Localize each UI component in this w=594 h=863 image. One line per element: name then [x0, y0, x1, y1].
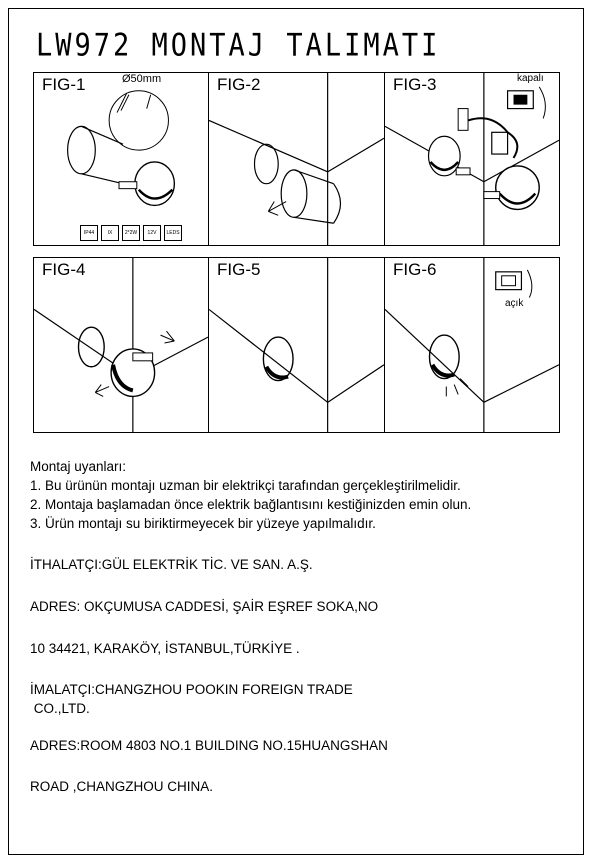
- switch-on-label: açık: [505, 298, 524, 309]
- switch-off-label: kapalı: [517, 73, 544, 84]
- spec-icons-row: [80, 225, 182, 241]
- figure-6-label: FIG-6: [393, 260, 437, 279]
- warnings-heading: Montaj uyanları:: [30, 459, 127, 474]
- figure-2: [208, 72, 385, 246]
- warnings-section: [30, 457, 471, 533]
- voltage-icon: 12V: [143, 225, 161, 241]
- fig1-drawing: [34, 73, 208, 245]
- figure-3: [384, 72, 560, 246]
- figure-6: [384, 257, 560, 433]
- led-icon: LEDS: [164, 225, 182, 241]
- manufacturer-address-line-1: ADRES:ROOM 4803 NO.1 BUILDING NO.15HUANGSHAN: [30, 738, 388, 753]
- warning-item: 3. Ürün montajı su biriktirmeyecek bir yüzeye yapılmalıdır.: [30, 516, 376, 531]
- importer-address-line-2: 10 34421, KARAKÖY, İSTANBUL,TÜRKİYE .: [30, 641, 300, 656]
- fig3-drawing: [385, 73, 559, 245]
- manufacturer-block: [30, 680, 353, 718]
- manufacturer-address-line-2: ROAD ,CHANGZHOU CHINA.: [30, 779, 214, 794]
- diameter-label: Ø50mm: [122, 73, 162, 85]
- figure-1-label: FIG-1: [42, 75, 86, 94]
- fig6-drawing: [385, 258, 559, 432]
- ip-rating-icon: IP44: [80, 225, 98, 241]
- figure-1: [33, 72, 209, 246]
- manufacturer-line-1: İMALATÇI:CHANGZHOU POOKIN FOREIGN TRADE: [30, 682, 353, 697]
- fig5-drawing: [209, 258, 384, 432]
- figure-5-label: FIG-5: [217, 260, 261, 279]
- fig2-drawing: [209, 73, 384, 245]
- figure-3-label: FIG-3: [393, 75, 437, 94]
- class-icon: IX: [101, 225, 119, 241]
- warning-item: 2. Montaja başlamadan önce elektrik bağlantısını kestiğinizden emin olun.: [30, 497, 472, 512]
- figure-4-label: FIG-4: [42, 260, 86, 279]
- warning-item: 1. Bu ürünün montajı uzman bir elektrikçi tarafından gerçekleştirilmelidir.: [30, 478, 461, 493]
- figure-2-label: FIG-2: [217, 75, 261, 94]
- figure-4: [33, 257, 209, 433]
- document-title: LW972 MONTAJ TALIMATI: [36, 28, 441, 64]
- figure-5: [208, 257, 385, 433]
- importer-address-line-1: ADRES: OKÇUMUSA CADDESİ, ŞAİR EŞREF SOKA,NO: [30, 599, 379, 614]
- fig4-drawing: [34, 258, 208, 432]
- manufacturer-line-2: CO.,LTD.: [30, 701, 90, 716]
- power-icon: 2*2W: [122, 225, 140, 241]
- importer-line: İTHALATÇI:GÜL ELEKTRİK TİC. VE SAN. A.Ş.: [30, 557, 313, 572]
